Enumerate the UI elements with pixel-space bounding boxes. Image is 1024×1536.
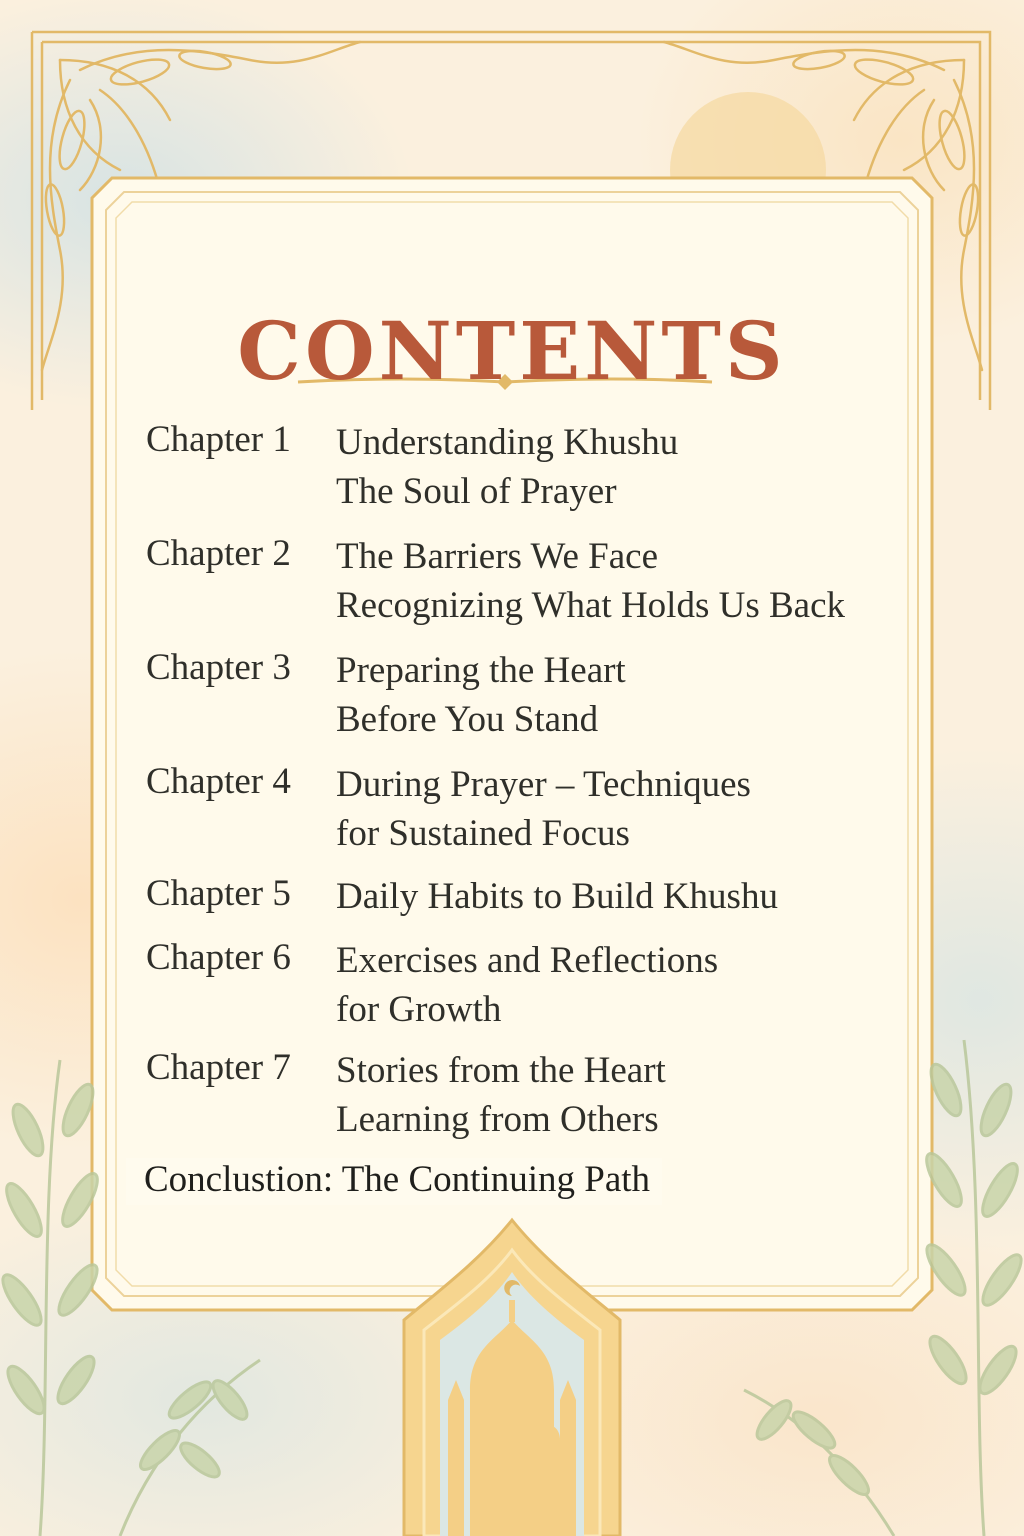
chapter-number: Chapter 4: [146, 761, 291, 802]
toc-entry-4[interactable]: [146, 760, 906, 872]
toc-entry-1[interactable]: [146, 418, 906, 532]
chapter-title: Stories from the Heart Learning from Others: [336, 1050, 666, 1140]
table-of-contents: [146, 418, 906, 1156]
toc-entry-6[interactable]: [146, 936, 906, 1046]
toc-entry-7[interactable]: [146, 1046, 906, 1156]
toc-entry-5[interactable]: [146, 872, 906, 936]
chapter-title: Exercises and Reflections for Growth: [336, 940, 719, 1030]
chapter-number: Chapter 2: [146, 533, 291, 574]
chapter-number: Chapter 3: [146, 647, 291, 688]
chapter-number: Chapter 1: [146, 419, 291, 460]
toc-entry-3[interactable]: [146, 646, 906, 760]
chapter-title: Understanding Khushu The Soul of Prayer: [336, 422, 679, 512]
chapter-title: Daily Habits to Build Khushu: [336, 876, 778, 917]
chapter-number: Chapter 6: [146, 937, 291, 978]
chapter-title: During Prayer – Techniques for Sustained Focus: [336, 764, 751, 854]
chapter-title: The Barriers We Face Recognizing What Holds Us Back: [336, 536, 846, 626]
page-title: CONTENTS: [237, 303, 787, 398]
chapter-number: Chapter 7: [146, 1047, 291, 1088]
toc-entry-2[interactable]: [146, 532, 906, 646]
chapter-number: Chapter 5: [146, 873, 291, 914]
conclusion-entry[interactable]: Conclustion: The Continuing Path: [126, 1158, 662, 1205]
chapter-title: Preparing the Heart Before You Stand: [336, 650, 626, 740]
